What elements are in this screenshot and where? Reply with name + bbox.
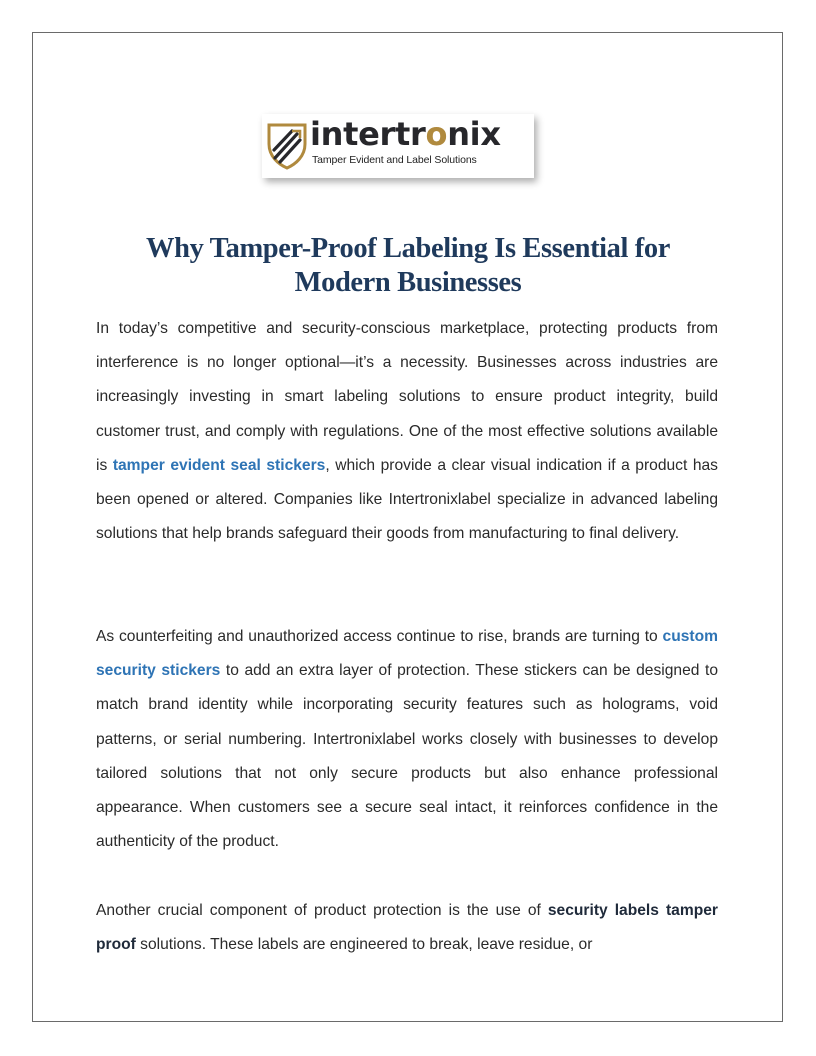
security-labels-emphasis: security labels tamper proof <box>96 902 718 954</box>
logo-wordmark: intertronix <box>310 115 501 153</box>
logo-tagline: Tamper Evident and Label Solutions <box>312 154 477 166</box>
article-title: Why Tamper-Proof Labeling Is Essential for Modern Businesses <box>146 233 670 298</box>
paragraph-3-text-end: solutions. These labels are engineered to break, leave residue, or <box>135 936 593 954</box>
tamper-evident-seal-stickers-link[interactable]: tamper evident seal stickers <box>112 456 326 474</box>
paragraph-2-text-end: to add an extra layer of protection. These stickers can be designed to match brand identity while incorporating security features such as holograms, void patterns, or serial numbering. Intertronixlabel works closely with businesses to develop tailored solutions that not only secure products but also enhance professional appearance. When customers see a secure seal intact, it reinforces confidence in the authenticity of the product. <box>96 662 718 851</box>
paragraph-3-text-start: Another crucial component of product protection is the use of <box>96 902 548 919</box>
paragraph-2 <box>96 620 718 859</box>
shield-logo-icon <box>266 122 308 170</box>
paragraph-1 <box>96 312 718 551</box>
paragraph-1-text-start: In today’s competitive and security-conscious marketplace, protecting products from interference is no longer optional—it’s a necessity. Businesses across industries are increasingly investing in smart labeling solutions to ensure product integrity, build customer trust, and comply with regulations. One of the most effective solutions available is <box>96 320 718 474</box>
paragraph-2-text-start: As counterfeiting and unauthorized access continue to rise, brands are turning to <box>96 628 663 645</box>
paragraph-1-text-end: , which provide a clear visual indication if a product has been opened or altered. Companies like Intertronixlabel specialize in advanced labeling solutions that help brands safeguard their goods from manufacturing to final delivery. <box>96 456 718 543</box>
paragraph-3 <box>96 894 718 962</box>
company-logo <box>262 114 534 178</box>
custom-security-stickers-link[interactable]: custom security stickers <box>96 628 718 680</box>
